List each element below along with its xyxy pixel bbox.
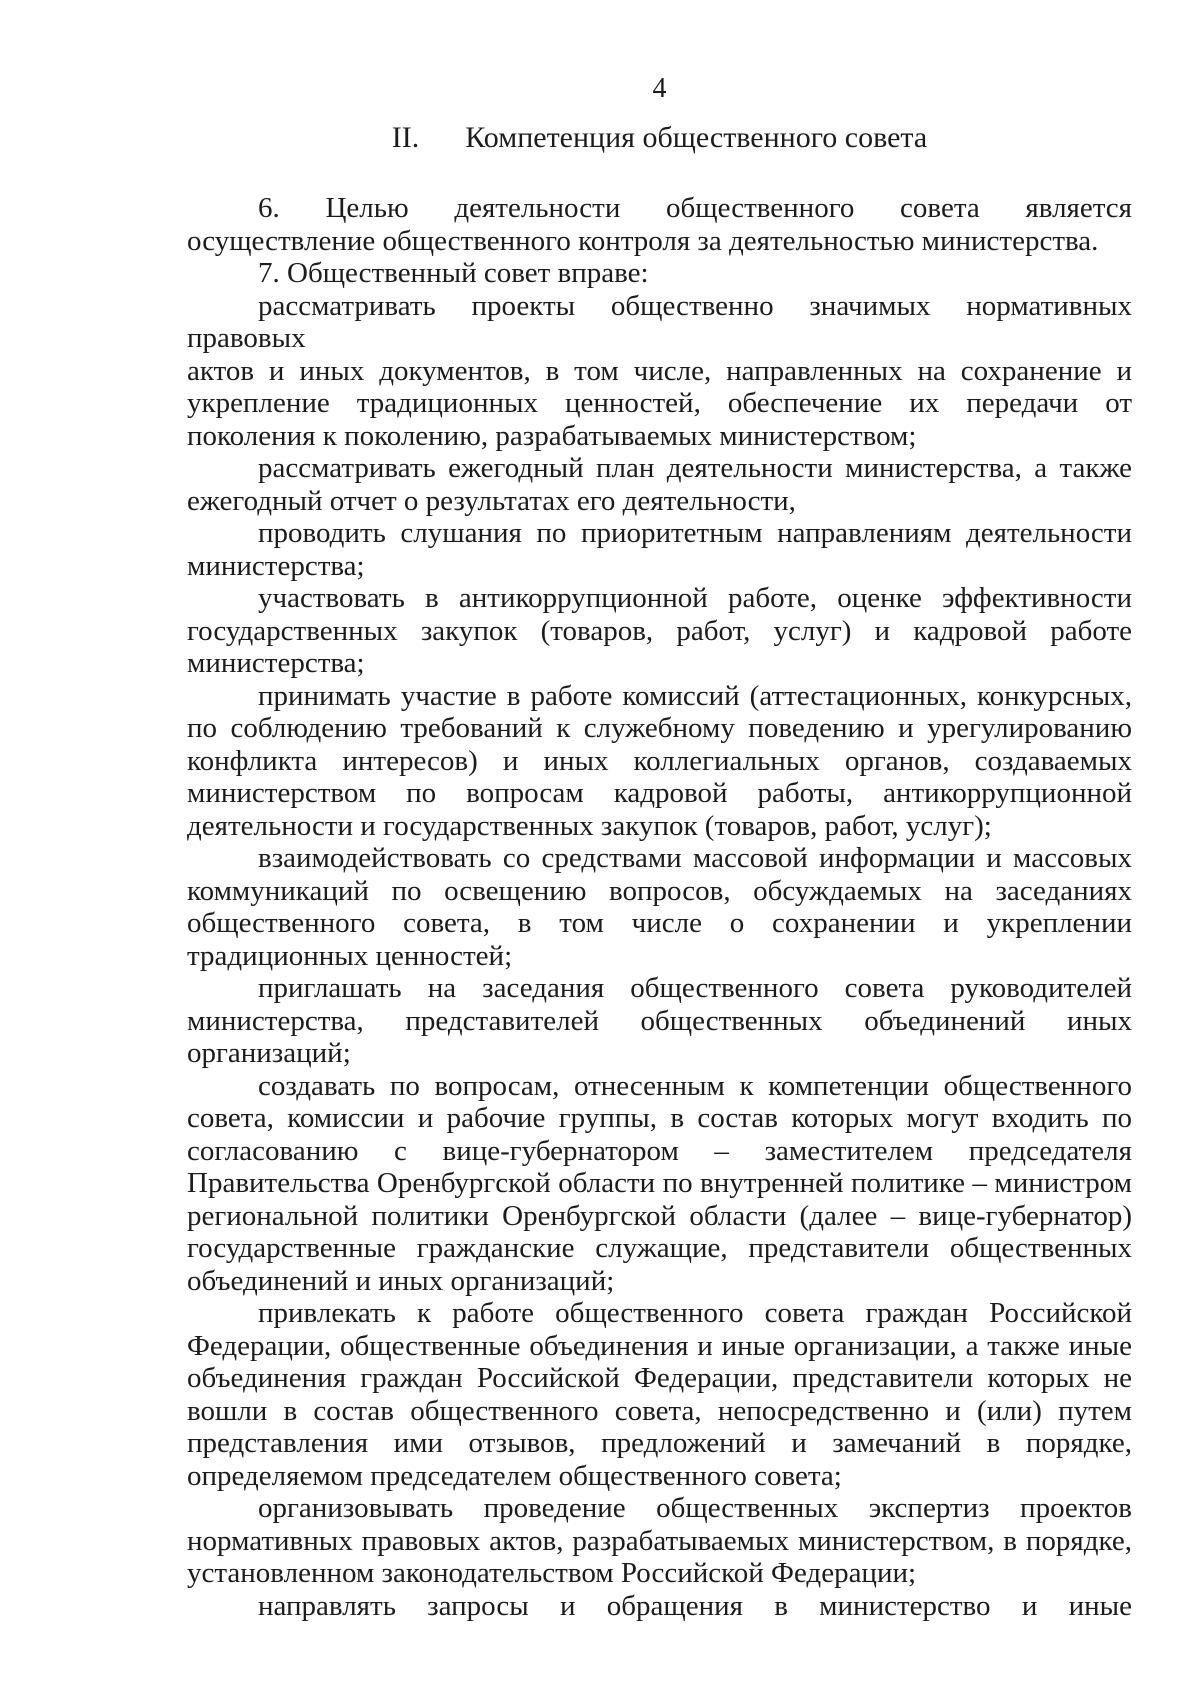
text-line: представления ими отзывов, предложений и замечаний в порядке, xyxy=(187,1427,1132,1459)
text-line: привлекать к работе общественного совета граждан Российской xyxy=(258,1297,1132,1329)
text-line: установленном законодательством Российской Федерации; xyxy=(187,1557,917,1589)
text-line: организовывать проведение общественных экспертиз проектов xyxy=(258,1492,1132,1524)
text-line: проводить слушания по приоритетным направлениям деятельности xyxy=(258,517,1132,549)
document-body xyxy=(187,192,1132,1622)
text-line: согласованию с вице-губернатором – заместителем председателя xyxy=(187,1134,1132,1167)
text-line: региональной политики Оренбургской области (далее – вице-губернатор) xyxy=(187,1199,1132,1232)
text-line: нормативных правовых актов, разрабатываемых министерством, в порядке, xyxy=(187,1524,1132,1557)
text-line: взаимодействовать со средствами массовой информации и массовых xyxy=(258,842,1132,874)
text-line: министерством по вопросам кадровой работы, антикоррупционной xyxy=(187,777,1132,809)
text-line: ежегодный отчет о результатах его деятельности, xyxy=(187,484,796,517)
text-line: конфликта интересов) и иных коллегиальных органов, создаваемых xyxy=(187,744,1132,777)
text-line: определяемом председателем общественного совета; xyxy=(187,1459,842,1492)
text-line: 6. Целью деятельности общественного совета является xyxy=(258,192,1132,224)
text-line: традиционных ценностей; xyxy=(187,939,513,972)
text-line: совета, комиссии и рабочие группы, в состав которых могут входить по xyxy=(187,1102,1132,1134)
text-line: коммуникаций по освещению вопросов, обсуждаемых на заседаниях xyxy=(187,874,1132,907)
text-line: укрепление традиционных ценностей, обеспечение их передачи от xyxy=(187,387,1132,419)
text-line: общественного совета, в том числе о сохранении и укреплении xyxy=(187,907,1132,939)
text-line: объединения граждан Российской Федерации, представители которых не xyxy=(187,1362,1132,1394)
text-line: Правительства Оренбургской области по внутренней политике – министром xyxy=(187,1167,1132,1199)
text-line: принимать участие в работе комиссий (аттестационных, конкурсных, xyxy=(258,679,1132,712)
text-line: по соблюдению требований к служебному поведению и урегулированию xyxy=(187,712,1132,744)
text-line: приглашать на заседания общественного совета руководителей xyxy=(258,972,1132,1004)
text-line: создавать по вопросам, отнесенным к компетенции общественного xyxy=(258,1069,1132,1102)
text-line: деятельности и государственных закупок (товаров, работ, услуг); xyxy=(187,809,992,842)
text-line: Федерации, общественные объединения и иные организации, а также иные xyxy=(187,1329,1132,1362)
section-heading-number: II. xyxy=(391,121,420,154)
section-heading xyxy=(187,121,1132,154)
text-line: актов и иных документов, в том числе, направленных на сохранение и xyxy=(187,354,1132,387)
text-line: министерства; xyxy=(187,647,365,679)
text-line: министерства; xyxy=(187,549,365,582)
text-line: вошли в состав общественного совета, непосредственно и (или) путем xyxy=(187,1394,1132,1427)
text-line: объединений и иных организаций; xyxy=(187,1264,615,1297)
page-number: 4 xyxy=(652,73,667,104)
text-line: поколения к поколению, разрабатываемых министерством; xyxy=(187,419,917,452)
section-heading-title: Компетенция общественного совета xyxy=(465,121,928,154)
text-line: государственных закупок (товаров, работ, услуг) и кадровой работе xyxy=(187,614,1132,647)
text-line: осуществление общественного контроля за деятельностью министерства. xyxy=(187,224,1099,257)
text-line: рассматривать проекты общественно значимых нормативных правовых xyxy=(187,289,1132,354)
text-line: участвовать в антикоррупционной работе, оценке эффективности xyxy=(258,582,1132,614)
text-line: рассматривать ежегодный план деятельности министерства, а также xyxy=(258,452,1132,484)
text-line: направлять запросы и обращения в министерство и иные xyxy=(258,1589,1132,1622)
text-line: государственные гражданские служащие, представители общественных xyxy=(187,1232,1132,1264)
text-line: министерства, представителей общественных объединений иных xyxy=(187,1004,1132,1037)
text-line: 7. Общественный совет вправе: xyxy=(258,257,649,289)
text-line: организаций; xyxy=(187,1037,351,1069)
